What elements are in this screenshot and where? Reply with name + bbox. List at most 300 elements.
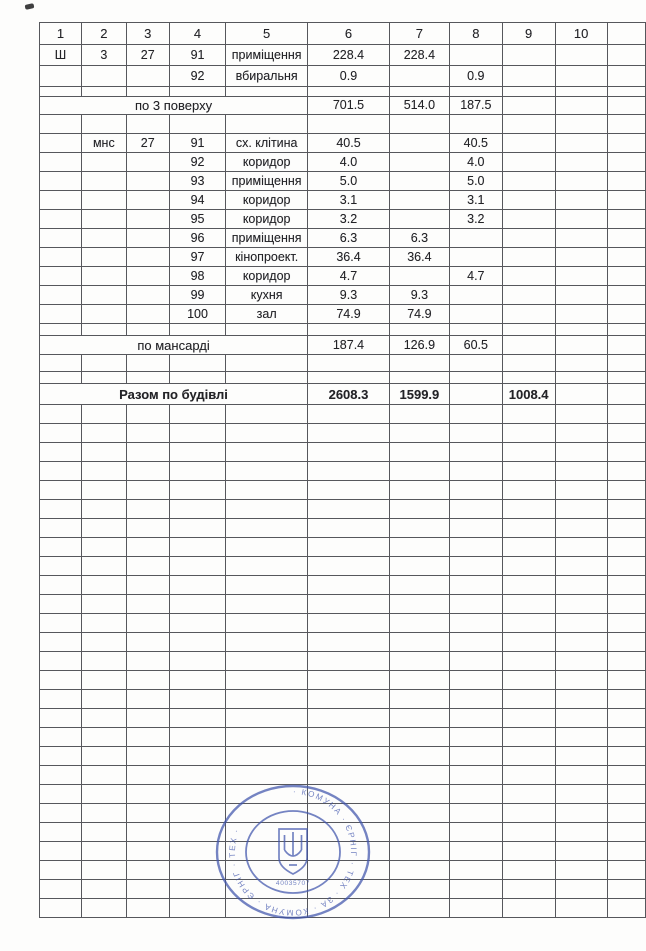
summary-value [555,336,607,355]
table-cell [607,785,645,804]
table-cell [389,633,449,652]
table-cell: приміщення [226,45,308,66]
table-cell [607,709,645,728]
table-cell: коридор [226,267,308,286]
table-cell [607,191,645,210]
table-cell [126,229,169,248]
table-cell [308,481,390,500]
table-cell [449,766,502,785]
floor-area-table [39,22,646,918]
table-cell [449,576,502,595]
table-cell [81,229,126,248]
table-cell [40,804,82,823]
summary-label: Разом по будівлі [40,384,308,405]
table-cell [126,804,169,823]
table-cell [607,23,645,45]
table-cell [502,633,555,652]
table-cell [126,355,169,372]
table-cell [81,372,126,384]
column-header: 3 [126,23,169,45]
scan-artifact [25,3,35,10]
empty-row [40,424,646,443]
table-cell [81,747,126,766]
table-cell [502,880,555,899]
table-cell [389,614,449,633]
empty-row [40,557,646,576]
empty-row [40,500,646,519]
table-cell [607,557,645,576]
table-cell [502,899,555,918]
table-cell [81,500,126,519]
table-cell: коридор [226,153,308,172]
table-cell: 97 [169,248,225,267]
table-cell [502,728,555,747]
table-cell [607,690,645,709]
table-cell [389,134,449,153]
table-cell [226,557,308,576]
column-header: 8 [449,23,502,45]
table-cell: 4.7 [308,267,390,286]
table-cell [226,355,308,372]
table-cell: кухня [226,286,308,305]
table-cell [81,633,126,652]
table-cell [449,728,502,747]
table-cell: 96 [169,229,225,248]
table-cell [226,652,308,671]
table-cell [389,519,449,538]
table-cell [169,861,225,880]
table-cell [389,191,449,210]
table-cell [555,690,607,709]
table-cell [169,690,225,709]
table-cell [555,210,607,229]
empty-row [40,709,646,728]
empty-row [40,823,646,842]
table-cell [126,766,169,785]
table-cell [126,633,169,652]
table-cell [308,355,390,372]
table-cell [607,229,645,248]
table-cell [555,633,607,652]
table-cell [389,115,449,134]
table-cell [502,305,555,324]
table-cell: 4.0 [449,153,502,172]
table-cell [308,443,390,462]
table-cell [555,45,607,66]
table-cell [555,728,607,747]
table-row [40,286,646,305]
table-cell [40,709,82,728]
table-cell [607,153,645,172]
empty-row [40,785,646,804]
table-cell [169,557,225,576]
table-cell: 91 [169,45,225,66]
table-cell [40,899,82,918]
table-cell: коридор [226,210,308,229]
table-cell [555,823,607,842]
table-cell [555,153,607,172]
table-cell [126,557,169,576]
table-cell [126,481,169,500]
table-cell: 98 [169,267,225,286]
table-cell [389,87,449,97]
table-cell [126,115,169,134]
table-cell: 3.2 [449,210,502,229]
table-cell [502,519,555,538]
table-cell [169,880,225,899]
table-cell [389,899,449,918]
table-cell [607,87,645,97]
table-cell [226,709,308,728]
table-cell [169,87,225,97]
table-cell [502,424,555,443]
summary-value [555,97,607,115]
table-cell: 91 [169,134,225,153]
table-cell [40,519,82,538]
table-cell [126,87,169,97]
table-cell [389,785,449,804]
table-cell [555,305,607,324]
table-cell [389,324,449,336]
empty-row [40,355,646,372]
table-cell [308,842,390,861]
empty-row [40,576,646,595]
table-cell [169,766,225,785]
table-cell: Ш [40,45,82,66]
table-cell [389,153,449,172]
table-cell [389,842,449,861]
table-cell: 3.1 [308,191,390,210]
table-cell [449,305,502,324]
table-cell [555,372,607,384]
table-cell [169,652,225,671]
table-cell [607,899,645,918]
table-cell [502,576,555,595]
table-cell [81,652,126,671]
table-cell [555,671,607,690]
table-cell [607,462,645,481]
table-cell [308,405,390,424]
table-cell: 100 [169,305,225,324]
table-cell [81,804,126,823]
table-cell [81,305,126,324]
table-cell [40,115,82,134]
table-cell [81,87,126,97]
table-cell [81,462,126,481]
table-cell [40,134,82,153]
table-cell [226,324,308,336]
table-cell [126,248,169,267]
table-cell [449,652,502,671]
table-cell [607,324,645,336]
table-cell [449,557,502,576]
summary-value: 187.4 [308,336,390,355]
table-cell [607,500,645,519]
table-cell [40,372,82,384]
table-cell [607,267,645,286]
table-cell [449,405,502,424]
table-cell [308,462,390,481]
table-cell [555,709,607,728]
table-cell [389,267,449,286]
table-cell [169,576,225,595]
table-cell [449,690,502,709]
summary-value [449,384,502,405]
table-cell [607,538,645,557]
table-cell [502,229,555,248]
table-cell: 6.3 [389,229,449,248]
table-cell [607,172,645,191]
table-cell [81,424,126,443]
summary-value: 1599.9 [389,384,449,405]
table-cell [449,372,502,384]
table-cell [449,842,502,861]
table-cell [126,324,169,336]
summary-value: 60.5 [449,336,502,355]
table-cell [607,728,645,747]
table-cell [169,115,225,134]
table-cell [555,462,607,481]
table-cell [502,557,555,576]
empty-row [40,747,646,766]
table-cell: 40.5 [308,134,390,153]
table-cell [389,652,449,671]
table-cell [502,614,555,633]
table-cell [40,305,82,324]
table-cell [40,87,82,97]
table-cell [555,115,607,134]
table-cell [169,842,225,861]
table-cell [40,842,82,861]
table-cell [607,45,645,66]
table-cell [607,823,645,842]
table-cell [308,614,390,633]
table-cell [502,595,555,614]
table-cell [607,405,645,424]
table-cell [126,728,169,747]
table-row [40,153,646,172]
summary-value: 701.5 [308,97,390,115]
table-cell: 5.0 [449,172,502,191]
table-cell [502,372,555,384]
table-cell [40,172,82,191]
table-cell [607,576,645,595]
table-cell [449,115,502,134]
table-cell [40,538,82,557]
table-cell [389,538,449,557]
table-cell [555,405,607,424]
table-cell [40,462,82,481]
table-row [40,45,646,66]
table-cell [502,842,555,861]
column-header: 9 [502,23,555,45]
column-header: 7 [389,23,449,45]
table-row [40,191,646,210]
table-cell [308,804,390,823]
table-cell [226,804,308,823]
table-cell [502,861,555,880]
table-cell [81,481,126,500]
table-cell [40,614,82,633]
table-cell [226,728,308,747]
table-cell [555,324,607,336]
summary-value: 187.5 [449,97,502,115]
table-cell [81,153,126,172]
table-cell [81,538,126,557]
table-cell: приміщення [226,229,308,248]
table-cell [607,286,645,305]
table-cell [226,462,308,481]
table-cell [308,633,390,652]
empty-row [40,766,646,785]
table-cell [607,842,645,861]
table-cell: 27 [126,45,169,66]
table-cell [449,500,502,519]
summary-value: 1008.4 [502,384,555,405]
table-cell: 5.0 [308,172,390,191]
table-cell [40,500,82,519]
table-cell [389,671,449,690]
table-cell: 92 [169,153,225,172]
table-cell [389,804,449,823]
table-cell [449,443,502,462]
empty-row [40,728,646,747]
table-cell [607,747,645,766]
table-cell [555,766,607,785]
table-cell [169,614,225,633]
table-cell [449,633,502,652]
table-cell [81,267,126,286]
table-cell: 40.5 [449,134,502,153]
table-cell [40,153,82,172]
table-cell [555,229,607,248]
table-cell [308,747,390,766]
table-cell [449,324,502,336]
table-cell: кінопроект. [226,248,308,267]
table-cell [40,355,82,372]
table-cell [169,728,225,747]
table-cell [502,66,555,87]
table-cell [40,728,82,747]
table-cell [40,880,82,899]
table-cell [81,405,126,424]
table-cell [40,747,82,766]
table-cell [40,633,82,652]
table-cell [81,671,126,690]
table-cell [607,861,645,880]
table-cell [40,861,82,880]
header-row [40,23,646,45]
table-cell [81,766,126,785]
empty-row [40,595,646,614]
table-cell [226,500,308,519]
table-cell [607,614,645,633]
table-cell [169,462,225,481]
table-cell [555,747,607,766]
table-cell [449,462,502,481]
table-cell [126,880,169,899]
table-cell [502,115,555,134]
table-cell [449,87,502,97]
summary-value [502,97,555,115]
table-cell [126,66,169,87]
empty-row [40,324,646,336]
table-cell [40,766,82,785]
table-cell [81,595,126,614]
table-cell [308,324,390,336]
empty-row [40,690,646,709]
table-cell [40,405,82,424]
table-cell [607,66,645,87]
table-cell [502,538,555,557]
table-cell [449,45,502,66]
table-cell [81,614,126,633]
table-cell [449,671,502,690]
table-cell [502,500,555,519]
table-cell [555,134,607,153]
table-cell [126,785,169,804]
table-cell [126,267,169,286]
table-cell [226,880,311,899]
table-cell [81,443,126,462]
table-cell [126,595,169,614]
table-cell [389,880,449,899]
empty-row [40,519,646,538]
table-cell: 0.9 [308,66,390,87]
table-cell [308,372,390,384]
summary-label: по 3 поверху [40,97,308,115]
table-cell: 94 [169,191,225,210]
table-cell [555,576,607,595]
table-row [40,172,646,191]
table-cell [449,248,502,267]
table-cell [607,355,645,372]
table-cell [169,443,225,462]
table-cell: 36.4 [308,248,390,267]
table-cell [607,519,645,538]
empty-row [40,633,646,652]
table-cell [226,405,308,424]
table-cell [81,557,126,576]
table-cell [555,443,607,462]
table-cell [81,248,126,267]
table-cell [169,538,225,557]
table-cell: зал [226,305,308,324]
table-cell: 9.3 [389,286,449,305]
table-cell [607,880,645,899]
table-cell [449,747,502,766]
table-cell [607,336,645,355]
table-cell [81,709,126,728]
table-cell: 3 [81,45,126,66]
table-cell [226,633,308,652]
table-cell [126,462,169,481]
table-cell [226,576,308,595]
table-cell [40,66,82,87]
table-cell [449,538,502,557]
table-cell: 9.3 [308,286,390,305]
column-header: 10 [555,23,607,45]
table-cell [40,481,82,500]
table-cell [449,823,502,842]
summary-value [555,384,607,405]
table-cell [81,66,126,87]
table-cell [607,671,645,690]
table-cell [607,633,645,652]
table-cell: 228.4 [308,45,390,66]
table-cell [81,210,126,229]
table-cell [308,652,390,671]
